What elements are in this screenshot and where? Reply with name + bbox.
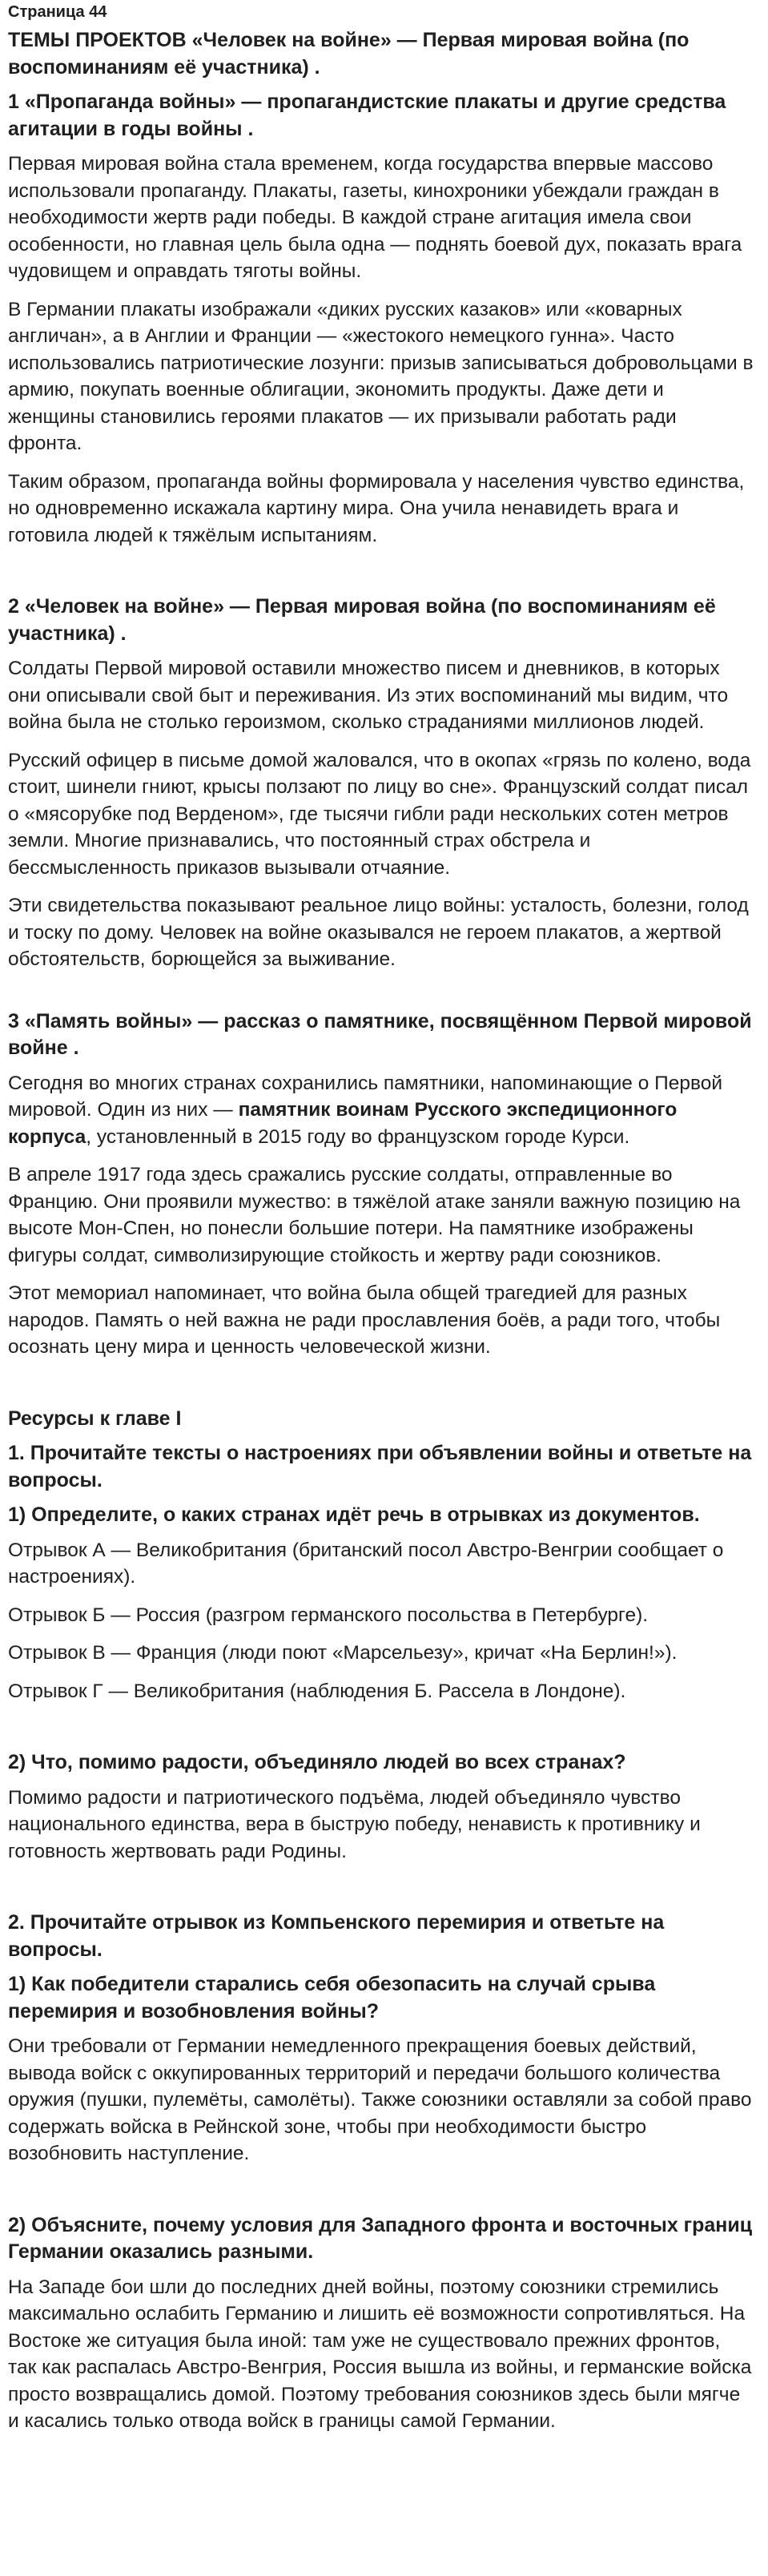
answer-item: Отрывок В — Франция (люди поют «Марсельезу», кричат «На Берлин!»). — [8, 1642, 678, 1664]
task-1-question-2: 2) Что, помимо радости, объединяло людей во всех странах? — [8, 1751, 626, 1773]
answer-paragraph: Помимо радости и патриотического подъёма, людей объединяло чувство национального единства, вера в быструю победу, ненависть к противнику и готовность жертвовать ради Родины. — [8, 1786, 701, 1862]
topic-1-paragraph: Первая мировая война стала временем, когда государства впервые массово использовали пропаганду. Плакаты, газеты, кинохроники убеждали граждан в необходимости жертв ради победы. В каждой стране агитация имела свои особенности, но главная цель была одна — поднять боевой дух, показать врага чудовищем и оправдать тяготы войны. — [8, 153, 742, 282]
task-2-question-2: 2) Объясните, почему условия для Западного фронта и восточных границ Германии оказались разными. — [8, 2213, 753, 2263]
topic-3-heading: 3 «Память войны» — рассказ о памятнике, посвящённом Первой мировой войне . — [8, 1009, 752, 1059]
topic-3-text: , установленный в 2015 году во французском городе Курси. — [86, 1125, 630, 1148]
topic-1-paragraph: В Германии плакаты изображали «диких русских казаков» или «коварных англичан», а в Англии и Франции — «жестокого немецкого гунна». Часто использовались патриотические лозунги: призыв записываться добровольцами в армию, покупать военные облигации, экономить продукты. Даже дети и женщины становились героями плакатов — их призывали работать ради фронта. — [8, 298, 754, 454]
answer-item: Отрывок Б — Россия (разгром германского посольства в Петербурге). — [8, 1604, 649, 1626]
topic-1-paragraph: Таким образом, пропаганда войны формировала у населения чувство единства, но одновременно искажала картину мира. Она учила ненавидеть врага и готовила людей к тяжёлым испытаниям. — [8, 470, 745, 546]
task-2-question-1: 1) Как победители старались себя обезопасить на случай срыва перемирия и возобновления войны? — [8, 1973, 656, 2023]
topic-2-heading: 2 «Человек на войне» — Первая мировая война (по воспоминаниям её участника) . — [8, 595, 716, 645]
resources-title: Ресурсы к главе I — [8, 1407, 182, 1430]
topics-title: ТЕМЫ ПРОЕКТОВ «Человек на войне» — Первая мировая война (по воспоминаниям её участника) . — [8, 29, 690, 78]
topic-2-paragraph: Русский офицер в письме домой жаловался, что в окопах «грязь по колено, вода стоит, шинели гниют, крысы ползают по лицу во сне». Французский солдат писал о «мясорубке под Верденом», где тысячи гибли ради нескольких сотен метров земли. Многие признавались, что постоянный страх обстрела и бессмысленность приказов вызывали отчаяние. — [8, 749, 751, 879]
task-1-heading: 1. Прочитайте тексты о настроениях при объявлении войны и ответьте на вопросы. — [8, 1442, 752, 1491]
topic-3-paragraph — [8, 1070, 754, 1151]
answer-paragraph: Они требовали от Германии немедленного прекращения боевых действий, вывода войск с оккупированных территорий и передачи большого количества оружия (пушки, пулемёты, самолёты). Также союзники оставляли за собой право содержать войска в Рейнской зоне, чтобы при необходимости быстро возобновить наступление. — [8, 2035, 752, 2164]
page-number-label: Страница 44 — [8, 3, 107, 21]
answer-paragraph: На Западе бои шли до последних дней войны, поэтому союзники стремились максимально ослабить Германию и лишить её возможности сопротивляться. На Востоке же ситуация была иной: там уже не существовало прежних фронтов, так как распалась Австро-Венгрия, Россия вышла из войны, и германские войска просто возвращались домой. Поэтому требования союзников здесь были мягче и касались только отвода войск в границы самой Германии. — [8, 2276, 752, 2432]
answer-item: Отрывок А — Великобритания (британский посол Австро-Венгрии сообщает о настроениях). — [8, 1539, 724, 1588]
topic-2-paragraph: Солдаты Первой мировой оставили множество писем и дневников, в которых они описывали свой быт и переживания. Из этих воспоминаний мы видим, что война была не столько героизмом, сколько страданиями миллионов людей. — [8, 658, 729, 733]
answer-item: Отрывок Г — Великобритания (наблюдения Б. Рассела в Лондоне). — [8, 1680, 626, 1702]
topic-1-heading: 1 «Пропаганда войны» — пропагандистские плакаты и другие средства агитации в годы войны . — [8, 91, 726, 140]
topic-3-text: Сегодня во многих странах сохранились памятники, напоминающие о Первой мировой. Один из них — — [8, 1072, 723, 1121]
task-2-heading: 2. Прочитайте отрывок из Компьенского перемирия и ответьте на вопросы. — [8, 1911, 665, 1961]
topic-2-paragraph: Эти свидетельства показывают реальное лицо войны: усталость, болезни, голод и тоску по дому. Человек на войне оказывался не героем плакатов, а жертвой обстоятельств, борющейся за выживание. — [8, 895, 749, 970]
topic-3-monument-name: памятник воинам Русского экспедиционного корпуса — [8, 1099, 678, 1148]
task-1-question-1: 1) Определите, о каких странах идёт речь в отрывках из документов. — [8, 1503, 700, 1526]
topic-3-paragraph: В апреле 1917 года здесь сражались русские солдаты, отправленные во Францию. Они проявили мужество: в тяжёлой атаке заняли важную позицию на высоте Мон-Спен, но понесли большие потери. На памятнике изображены фигуры солдат, символизирующие стойкость и жертву ради союзников. — [8, 1164, 741, 1266]
topic-3-paragraph: Этот мемориал напоминает, что война была общей трагедией для разных народов. Память о ней важна не ради прославления боёв, а ради того, чтобы осознать цену мира и ценность человеческой жизни. — [8, 1282, 721, 1358]
